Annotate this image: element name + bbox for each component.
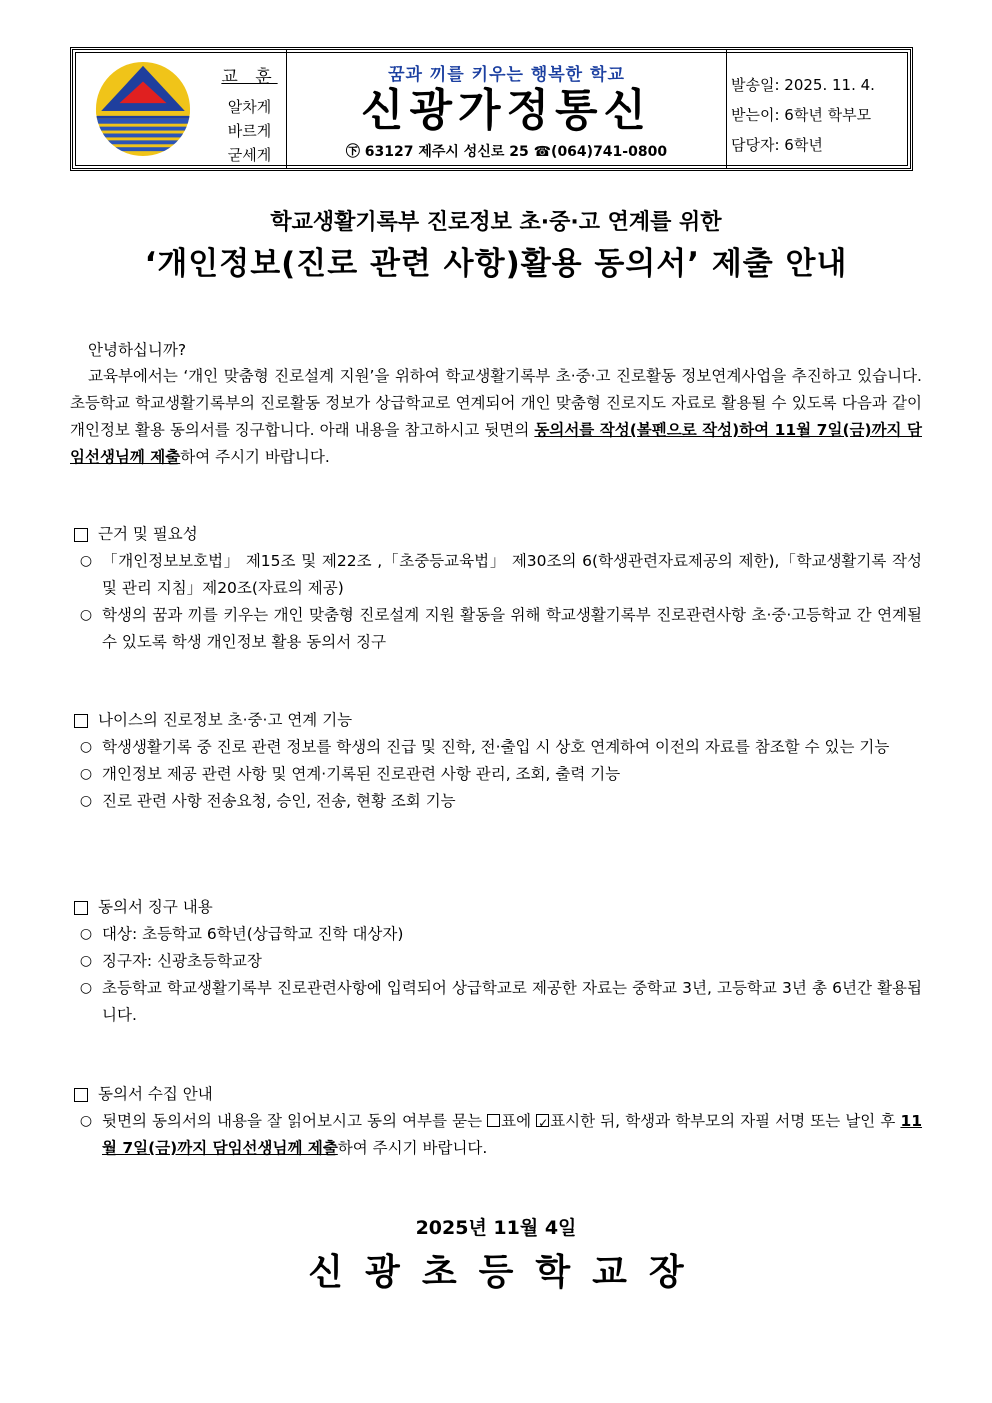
circle-bullet-icon: ○ <box>79 553 93 569</box>
newsletter-title: 신광가정통신 <box>360 85 653 136</box>
collect-text-1: 뒷면의 동의서의 내용을 잘 읽어보시고 동의 여부를 묻는 <box>102 1112 488 1130</box>
checkbox-icon <box>74 901 88 915</box>
list-item <box>70 921 922 948</box>
section-heading-text: 나이스의 진로정보 초·중·고 연계 기능 <box>98 711 353 729</box>
intro-text: 교육부에서는 ‘개인 맞춤형 진로설계 지원’을 위하여 학교생활기록부 초·중·고 진로활동 정보연계사업을 추진하고 있습니다. 초등학교 학교생활기록부의 진로활동 정보가 상급학교로 연계되어 개인 맞춤형 진로지도 자료로 활용될 수 있도록 다음과 같이 개인정보 활용 동의서를 징구합니다. 아래 내용을 참고하시고 뒷면의 <box>70 367 922 439</box>
circle-bullet-icon: ○ <box>79 607 93 623</box>
motto-line: 바르게 <box>227 122 272 140</box>
list-item-text: 「개인정보보호법」 제15조 및 제22조 ,「초중등교육법」 제30조의 6(학생관련자료제공의 제한),「학교생활기록 작성 및 관리 지침」제20조(자료의 제공) <box>102 552 922 597</box>
circle-bullet-icon: ○ <box>79 980 93 996</box>
list-item-text: 대상: 초등학교 6학년(상급학교 진학 대상자) <box>102 925 404 943</box>
signer-name: 신광초등학교장 <box>308 1252 706 1293</box>
list-item <box>70 548 922 602</box>
intro-tail: 하여 주시기 바랍니다. <box>180 448 330 466</box>
section-heading <box>70 521 922 548</box>
circle-bullet-icon: ○ <box>79 793 93 809</box>
list-item-text: 학생의 꿈과 끼를 키우는 개인 맞춤형 진로설계 지원 활동을 위해 학교생활기록부 진로관련사항 초·중·고등학교 간 연계될 수 있도록 학생 개인정보 활용 동의서 징구 <box>102 606 922 651</box>
list-item-text: 초등학교 학교생활기록부 진로관련사항에 입력되어 상급학교로 제공한 자료는 중학교 3년, 고등학교 3년 총 6년간 활용됩니다. <box>102 979 922 1024</box>
circle-bullet-icon: ○ <box>79 1113 93 1129</box>
section-neis-functions <box>70 707 922 815</box>
list-item <box>70 1108 922 1162</box>
section-heading <box>70 894 922 921</box>
collect-tail: 하여 주시기 바랍니다. <box>337 1139 488 1157</box>
school-address: ㊦ 63127 제주시 성신로 25 ☎(064)741-0800 <box>345 144 668 160</box>
circle-bullet-icon: ○ <box>79 766 93 782</box>
section-heading-text: 근거 및 필요성 <box>98 525 198 543</box>
header-center <box>287 50 727 168</box>
motto-line: 굳세게 <box>227 146 272 164</box>
checkbox-icon <box>74 714 88 728</box>
list-item <box>70 788 922 815</box>
list-item <box>70 975 922 1029</box>
intro-emphasis: 동의서를 작성(볼펜으로 작성)하여 11월 7일(금)까지 담임선생님께 제출 <box>70 421 922 466</box>
school-slogan: 꿈과 끼를 키우는 행복한 학교 <box>388 65 625 85</box>
newsletter-header <box>70 47 913 171</box>
motto-title: 교 훈 <box>221 67 278 87</box>
list-item <box>70 761 922 788</box>
recipient: 받는이: 6학년 학부모 <box>731 106 872 124</box>
school-motto <box>213 50 287 168</box>
header-meta <box>727 50 910 168</box>
document-subtitle: 학교생활기록부 진로정보 초·중·고 연계를 위한 <box>270 210 722 235</box>
list-item <box>70 602 922 656</box>
list-item-text: 진로 관련 사항 전송요청, 승인, 전송, 현황 조회 기능 <box>102 792 456 810</box>
document-date: 2025년 11월 4일 <box>415 1217 577 1239</box>
school-logo <box>73 50 213 168</box>
collect-emphasis: 11월 7일(금)까지 담임선생님께 제출 <box>102 1112 923 1157</box>
empty-checkbox-icon <box>487 1114 500 1127</box>
list-item <box>70 734 922 761</box>
contact: 담당자: 6학년 <box>731 136 823 154</box>
list-item <box>70 948 922 975</box>
motto-line: 알차게 <box>227 98 272 116</box>
issue-date: 발송일: 2025. 11. 4. <box>731 76 875 94</box>
checkbox-icon <box>74 1088 88 1102</box>
school-emblem-icon <box>94 60 192 158</box>
section-heading <box>70 1081 922 1108</box>
intro-paragraph <box>70 363 922 471</box>
section-basis <box>70 521 922 656</box>
list-item-text: 개인정보 제공 관련 사항 및 연계·기록된 진로관련 사항 관리, 조회, 출력 기능 <box>102 765 621 783</box>
collect-text-2: 표에 <box>501 1112 537 1130</box>
section-collection-guide <box>70 1081 922 1162</box>
section-heading-text: 동의서 수집 안내 <box>98 1085 213 1103</box>
section-heading <box>70 707 922 734</box>
circle-bullet-icon: ○ <box>79 739 93 755</box>
greeting: 안녕하십니까? <box>88 341 187 359</box>
section-heading-text: 동의서 징구 내용 <box>98 898 213 916</box>
list-item-text <box>102 1108 922 1162</box>
list-item-text: 징구자: 신광초등학교장 <box>102 952 262 970</box>
checked-checkbox-icon <box>536 1114 549 1127</box>
circle-bullet-icon: ○ <box>79 926 93 942</box>
section-consent-content <box>70 894 922 1029</box>
checkbox-icon <box>74 528 88 542</box>
document-title: ‘개인정보(진로 관련 사항)활용 동의서’ 제출 안내 <box>144 246 848 282</box>
list-item-text: 학생생활기록 중 진로 관련 정보를 학생의 진급 및 진학, 전·출입 시 상호 연계하여 이전의 자료를 참조할 수 있는 기능 <box>102 738 890 756</box>
collect-text-3: 표시한 뒤, 학생과 학부모의 자필 서명 또는 날인 후 <box>550 1112 901 1130</box>
circle-bullet-icon: ○ <box>79 953 93 969</box>
